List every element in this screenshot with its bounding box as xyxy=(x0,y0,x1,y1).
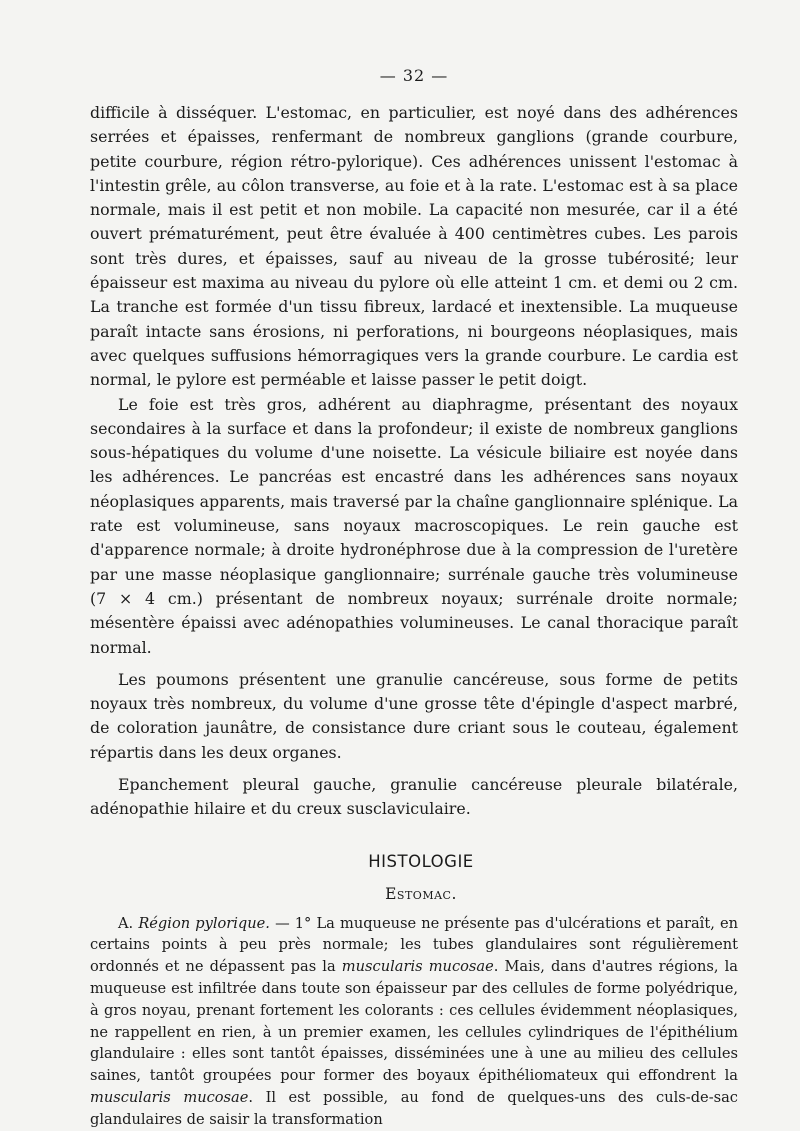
autopsy-report-text xyxy=(90,101,738,822)
latin-term: muscularis mucosae xyxy=(341,958,494,976)
histology-text-part: — 1° La muqueuse ne présente pas d'ulcérations et paraît, en certains points à peu près normale; les tubes glandulaires sont régulièrement ordonnés et ne dépassent pas la xyxy=(90,914,738,976)
histology-text-part: . Mais, dans d'autres régions, la muqueuse est infiltrée dans toute son épaisseur par des cellules de forme polyédrique, à gros noyau, prenant fortement les colorants : ces cellules évidemment néoplasiques, ne rappellent en rien, à un premier examen, les cellules cylindriques de l'épithélium glandulaire : elles sont tantôt épaisses, disséminées une à une au milieu des cellules saines, tantôt groupées pour former des boyaux épithéliomateux qui effondrent la xyxy=(90,958,738,1085)
section-title: HISTOLOGIE xyxy=(368,851,474,871)
histology-text-part: . Il est possible, au fond de quelques-uns des culs-de-sac glandulaires de saisir la transformation xyxy=(90,1088,738,1128)
paragraph-pyloric-region xyxy=(90,913,738,1131)
paragraph-liver: Le foie est très gros, adhérent au diaphragme, présentant des noyaux secondaires à la surface et dans la profondeur; il existe de nombreux ganglions sous-hépatiques du volume d'une noisette. La vésicule biliaire est noyée dans les adhérences. Le pancréas est encastré dans les adhérences sans noyaux néoplasiques apparents, mais traversé par la chaîne ganglionnaire splénique. La rate est volumineuse, sans noyaux macroscopiques. Le rein gauche est d'apparence normale; à droite hydronéphrose due à la compression de l'uretère par une masse néoplasique ganglionnaire; surrénale gauche très volumineuse (7 × 4 cm.) présentant de nombreux noyaux; surrénale droite normale; mésentère épaissi avec adénopathies volumineuses. Le canal thoracique paraît normal. xyxy=(90,394,738,657)
region-heading: Région pylorique. xyxy=(138,914,270,932)
section-label: A. xyxy=(118,914,134,932)
subsection-title: Estomac. xyxy=(385,884,457,903)
paragraph-stomach: difficile à disséquer. L'estomac, en particulier, est noyé dans des adhérences serrées et épaisses, renfermant de nombreux ganglions (grande courbure, petite courbure, région rétro-pylorique). Ces adhérences unissent l'estomac à l'intestin grêle, au côlon transverse, au foie et à la rate. L'estomac est à sa place normale, mais il est petit et non mobile. La capacité non mesurée, car il a été ouvert prématurément, peut être évaluée à 400 centimètres cubes. Les parois sont très dures, et épaisses, sauf au niveau de la grosse tubérosité; leur épaisseur est maxima au niveau du pylore où elle atteint 1 cm. et demi ou 2 cm. La tranche est formée d'un tissu fibreux, lardacé et inextensible. La muqueuse paraît intacte sans érosions, ni perforations, ni bourgeons néoplasiques, mais avec quelques suffusions hémorragiques vers la grande courbure. Le cardia est normal, le pylore est perméable et laisse passer le petit doigt. xyxy=(90,103,738,390)
page-number: — 32 — xyxy=(379,66,449,85)
histology-section xyxy=(90,913,738,1131)
paragraph-lungs: Les poumons présentent une granulie cancéreuse, sous forme de petits noyaux très nombreux, du volume d'une grosse tête d'épingle d'aspect marbré, de coloration jaunâtre, de consistance dure criant sous le couteau, également répartis dans les deux organes. xyxy=(90,669,738,762)
latin-term: muscularis mucosae xyxy=(90,1088,249,1106)
paragraph-pleura: Epanchement pleural gauche, granulie cancéreuse pleurale bilatérale, adénopathie hilaire et du creux susclaviculaire. xyxy=(90,775,738,819)
